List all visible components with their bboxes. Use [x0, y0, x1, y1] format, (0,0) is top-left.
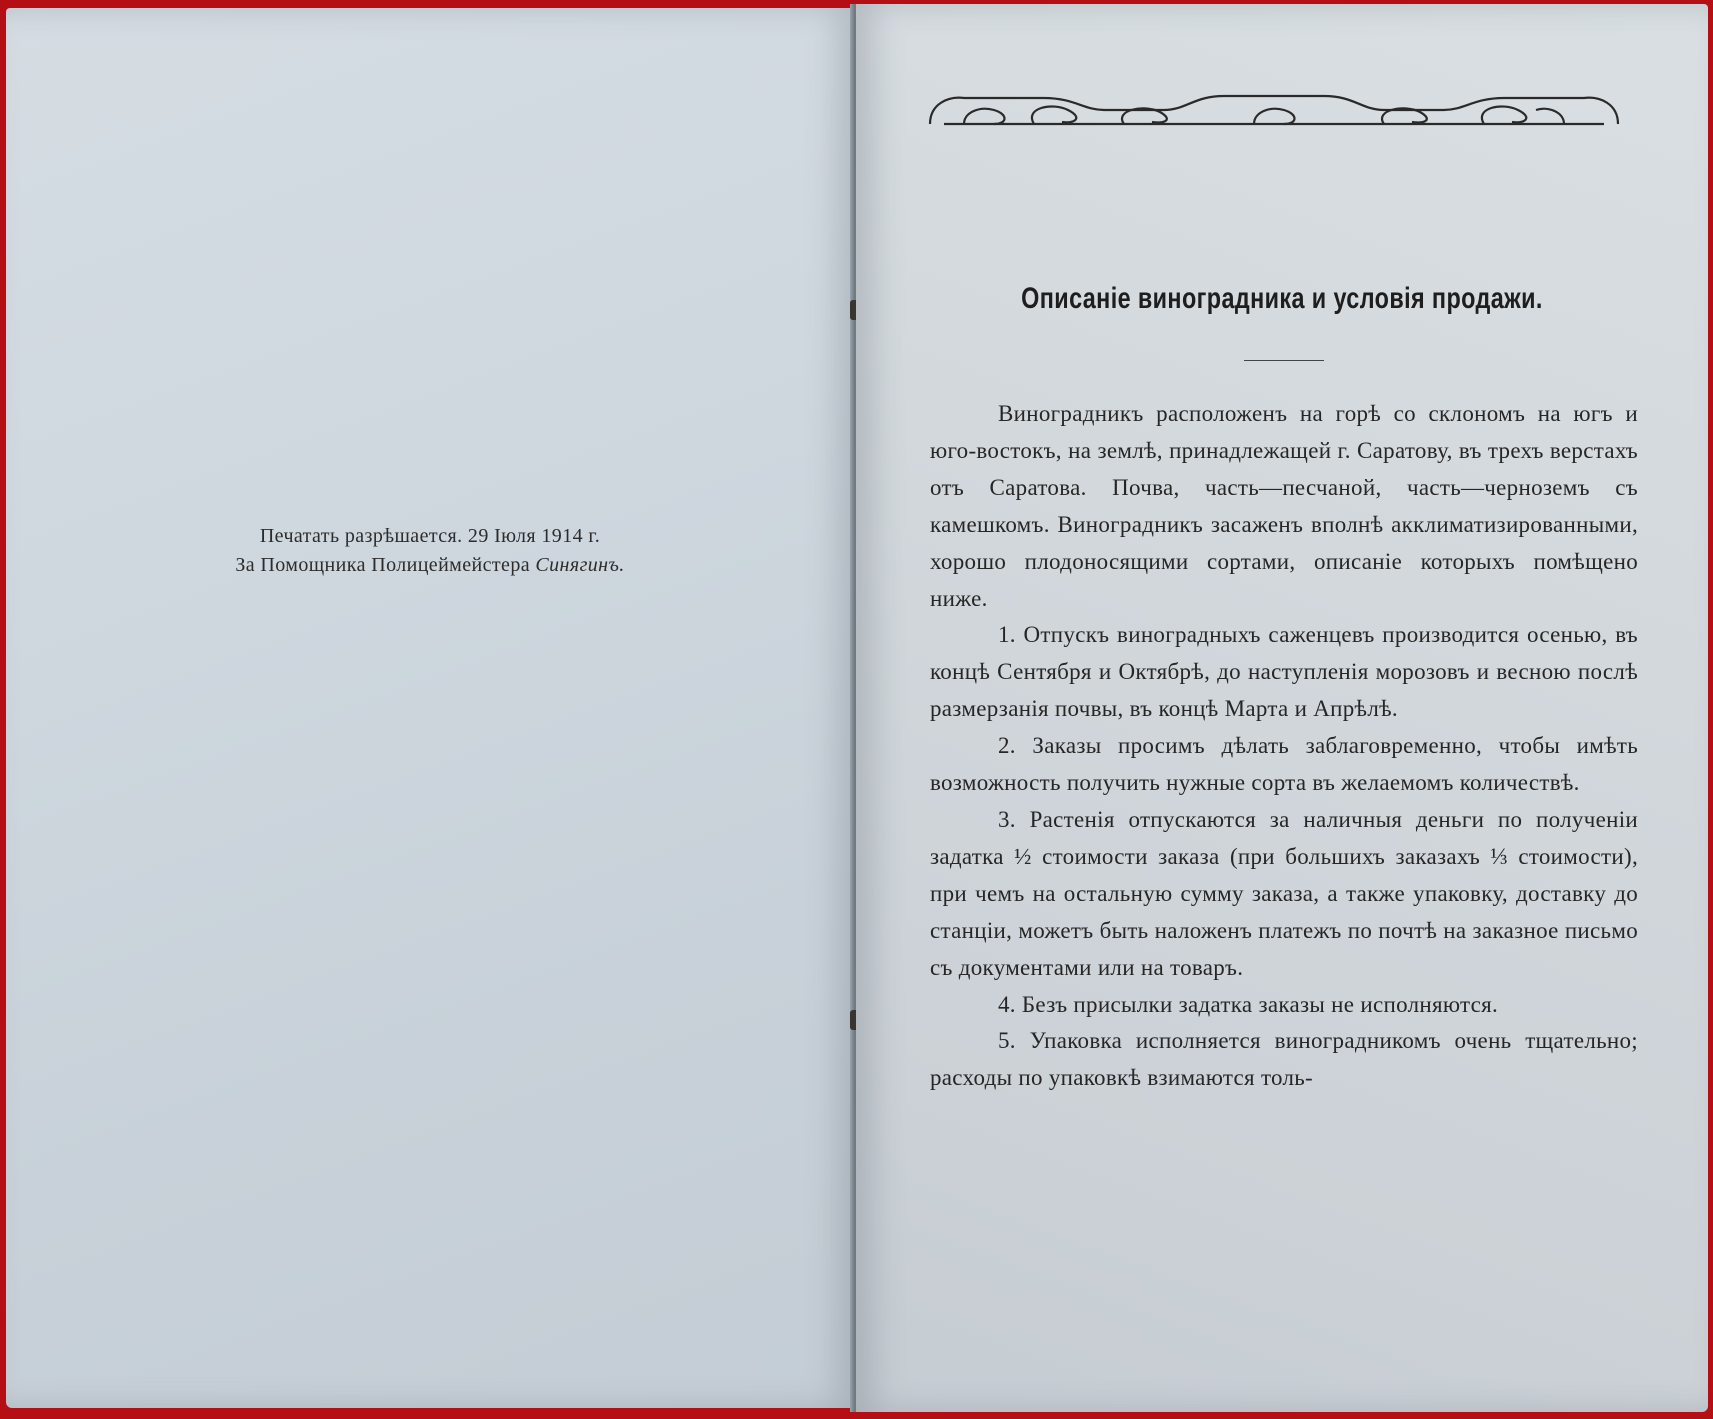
- censorship-signatory-line: [6, 551, 854, 580]
- page-heading: Описаніе виноградника и условія продажи.: [1021, 282, 1543, 315]
- condition-paragraph-1: 1. Отпускъ виноградныхъ саженцевъ производится осенью, въ концѣ Сентября и Октябрѣ, до наступленія морозовъ и весною послѣ размерзанія почвы, въ концѣ Марта и Апрѣлѣ.: [930, 622, 1638, 722]
- condition-paragraph-4: 4. Безъ присылки задатка заказы не исполняются.: [998, 991, 1499, 1017]
- condition-paragraph-2: 2. Заказы просимъ дѣлать заблаговременно, чтобы имѣть возможность получить нужные сорта въ желаемомъ количествѣ.: [930, 733, 1638, 796]
- body-text: [930, 396, 1638, 1097]
- right-page: [856, 4, 1708, 1412]
- condition-paragraph-5: 5. Упаковка исполняется виноградникомъ очень тщательно; расходы по упаковкѣ взимаются толь-: [930, 1028, 1638, 1091]
- censorship-approval: [6, 522, 854, 580]
- art-nouveau-ornament: [924, 84, 1624, 136]
- signatory-name: Синягинъ.: [535, 554, 625, 576]
- heading-divider: [1244, 360, 1324, 361]
- signatory-title: За Помощника Полицеймейстера: [235, 554, 536, 576]
- censorship-approval-line: Печатать разрѣшается. 29 Іюля 1914 г.: [259, 525, 601, 547]
- intro-paragraph: Виноградникъ расположенъ на горѣ со склономъ на югъ и юго-востокъ, на землѣ, принадлежащей г. Саратову, въ трехъ верстахъ отъ Саратова. Почва, часть—песчаной, часть—черноземъ съ камешкомъ. Виноградникъ засаженъ вполнѣ акклиматизированными, хорошо плодоносящими сортами, описаніе которыхъ помѣщено ниже.: [930, 401, 1638, 611]
- condition-paragraph-3: 3. Растенія отпускаются за наличныя деньги по полученіи задатка ½ стоимости заказа (при большихъ заказахъ ⅓ стоимости), при чемъ на остальную сумму заказа, а также упаковку, доставку до станціи, можетъ быть наложенъ платежъ по почтѣ на заказное письмо съ документами или на товаръ.: [930, 806, 1638, 980]
- left-page: [6, 8, 854, 1408]
